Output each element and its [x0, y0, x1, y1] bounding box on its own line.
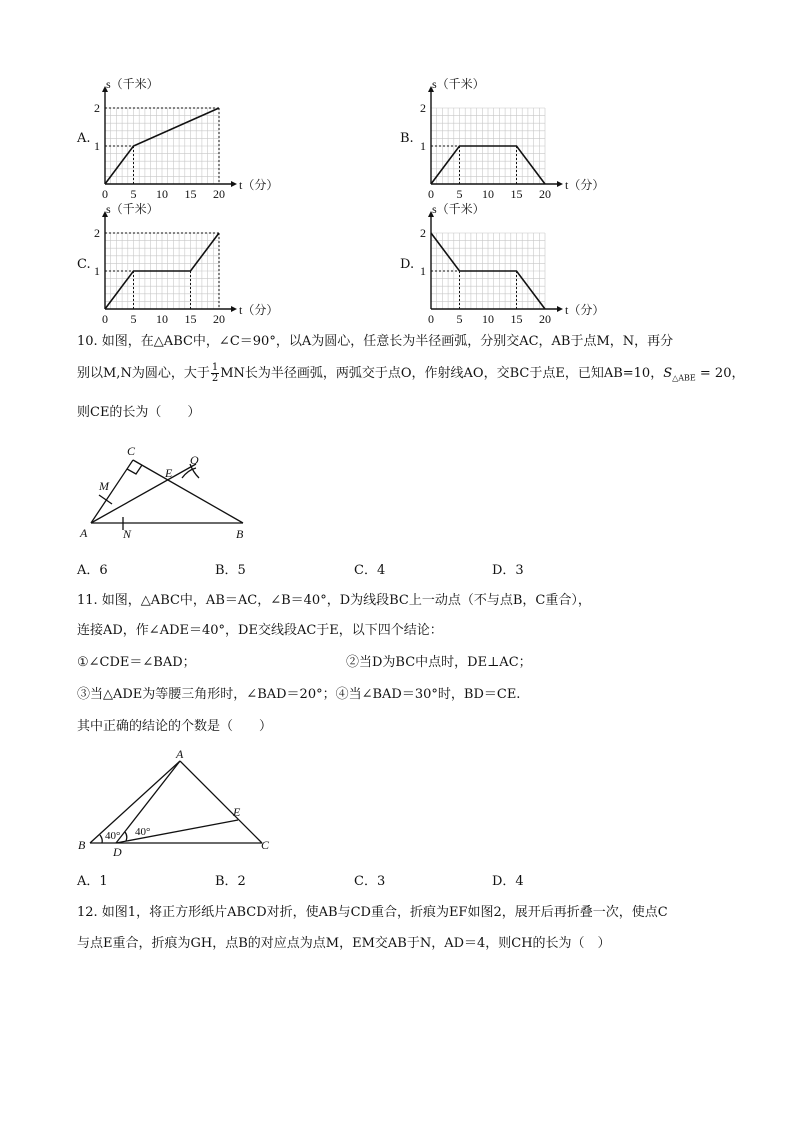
q11-figure: [72, 744, 282, 859]
chart-c: [88, 201, 288, 331]
x-tick-label: 20: [539, 187, 551, 201]
x-tick-label: 10: [156, 312, 168, 326]
q11-conclusion-2: ②当D为BC中点时，DE⊥AC；: [346, 655, 532, 670]
chart-d: [414, 201, 614, 331]
q10-frac-num: 1: [211, 362, 219, 373]
q10-fraction: [211, 363, 219, 384]
q10-label-o: O: [190, 453, 199, 467]
guide-lines: [431, 271, 517, 309]
y-tick-label: 2: [420, 101, 426, 115]
q10-option-d[interactable]: D．3: [492, 563, 524, 578]
y-axis-label: s（千米）: [432, 202, 485, 216]
q10-area-value: = 20，: [695, 366, 745, 381]
x-tick-label: 10: [482, 187, 494, 201]
q10-label-a: A: [80, 526, 88, 540]
x-tick-label: 0: [102, 187, 108, 201]
q12-line1: 12. 如图1，将正方形纸片ABCD对折，使AB与CD重合，折痕为EF如图2，展开后再折叠一次，使点C: [77, 905, 668, 920]
x-tick-label: 20: [539, 312, 551, 326]
x-tick-label: 5: [130, 312, 137, 326]
chart-a: [88, 76, 288, 206]
q11-conclusion-3-4: ③当△ADE为等腰三角形时，∠BAD＝20°；④当∠BAD＝30°时，BD＝CE.: [77, 687, 521, 702]
q10-line2-pre: 别以M,N为圆心，大于: [77, 366, 210, 381]
q10-figure: [70, 440, 270, 545]
q11-label-c: C: [261, 838, 270, 852]
q10-area-sub: △ABE: [672, 373, 696, 383]
x-tick-label: 5: [456, 312, 463, 326]
q11-option-d[interactable]: D．4: [492, 874, 524, 889]
q10-option-a[interactable]: A．6: [77, 563, 108, 578]
q10-arc-m: [99, 495, 112, 504]
q11-angle-b-arc: [100, 835, 102, 843]
x-axis-label: t（分）: [239, 303, 279, 317]
q11-option-b[interactable]: B．2: [215, 874, 246, 889]
q10-line2-post: MN长为半径画弧，两弧交于点O，作射线AO，交BC于点E，已知AB=10，: [220, 366, 664, 381]
q10-frac-den: 2: [211, 373, 219, 384]
q10-side-cb: [133, 460, 243, 523]
q10-label-b: B: [236, 527, 244, 541]
x-tick-label: 10: [156, 187, 168, 201]
x-axis-arrow: [231, 181, 237, 187]
graph-option-label-b: B.: [400, 131, 414, 146]
x-axis-arrow: [231, 306, 237, 312]
q10-arc-o1: [182, 468, 196, 478]
x-tick-label: 0: [428, 312, 434, 326]
x-tick-label: 15: [184, 187, 197, 201]
y-tick-label: 1: [420, 264, 426, 278]
graph-option-label-a: A.: [77, 131, 91, 146]
graph-option-label-d: D.: [400, 257, 415, 272]
y-axis-label: s（千米）: [106, 77, 159, 91]
q10-line2: [77, 363, 744, 388]
y-tick-label: 2: [94, 226, 100, 240]
graph-option-label-c: C.: [77, 257, 91, 272]
q10-option-c[interactable]: C．4: [354, 563, 386, 578]
x-tick-label: 20: [213, 187, 225, 201]
q10-line1: 10. 如图，在△ABC中，∠C＝90°，以A为圆心，任意长为半径画弧，分别交AC，AB于点M，N，再分: [77, 334, 674, 349]
q12-line2: 与点E重合，折痕为GH，点B的对应点为点M，EM交AB于N，AD＝4，则CH的长为（ ）: [77, 936, 611, 951]
x-axis-arrow: [557, 306, 563, 312]
q10-area-symbol: S: [663, 366, 673, 381]
q11-angle-d-label: 40°: [135, 826, 151, 838]
y-tick-label: 1: [420, 139, 426, 153]
y-axis-label: s（千米）: [432, 77, 485, 91]
q11-angle-d-arc: [125, 832, 127, 841]
q10-label-c: C: [127, 444, 136, 458]
y-axis-label: s（千米）: [106, 202, 159, 216]
q10-label-e: E: [165, 466, 173, 480]
y-tick-label: 2: [94, 101, 100, 115]
x-axis-label: t（分）: [239, 178, 279, 192]
x-axis-label: t（分）: [565, 178, 605, 192]
q11-label-e: E: [233, 805, 241, 819]
q11-side-ac: [180, 761, 262, 843]
q11-label-b: B: [78, 838, 86, 852]
q11-option-a[interactable]: A．1: [77, 874, 108, 889]
q11-angle-b-label: 40°: [105, 830, 121, 842]
q11-label-d: D: [113, 845, 122, 859]
y-tick-label: 1: [94, 264, 100, 278]
y-tick-label: 1: [94, 139, 100, 153]
q10-label-n: N: [123, 527, 132, 541]
q11-option-c[interactable]: C．3: [354, 874, 386, 889]
chart-b: [414, 76, 614, 206]
x-axis-arrow: [557, 181, 563, 187]
x-tick-label: 0: [102, 312, 108, 326]
guide-lines: [431, 146, 517, 184]
q10-line3: 则CE的长为（ ）: [77, 405, 201, 420]
q11-line2: 连接AD，作∠ADE＝40°，DE交线段AC于E，以下四个结论：: [77, 623, 443, 638]
x-tick-label: 20: [213, 312, 225, 326]
x-tick-label: 15: [510, 187, 523, 201]
q10-ray-ao: [91, 464, 196, 523]
q10-side-ac: [91, 460, 133, 523]
x-tick-label: 5: [456, 187, 463, 201]
q11-conclusion-1: ①∠CDE＝∠BAD；: [77, 655, 196, 670]
q11-line1: 11. 如图，△ABC中，AB＝AC，∠B＝40°，D为线段BC上一动点（不与点B，C重合），: [77, 593, 591, 608]
q11-label-a: A: [176, 747, 184, 761]
x-tick-label: 10: [482, 312, 494, 326]
q11-line4: 其中正确的结论的个数是（ ）: [77, 719, 273, 734]
x-tick-label: 15: [510, 312, 523, 326]
x-tick-label: 0: [428, 187, 434, 201]
x-tick-label: 15: [184, 312, 197, 326]
y-tick-label: 2: [420, 226, 426, 240]
q10-option-b[interactable]: B．5: [215, 563, 246, 578]
x-axis-label: t（分）: [565, 303, 605, 317]
x-tick-label: 5: [130, 187, 137, 201]
q10-label-m: M: [99, 479, 109, 493]
